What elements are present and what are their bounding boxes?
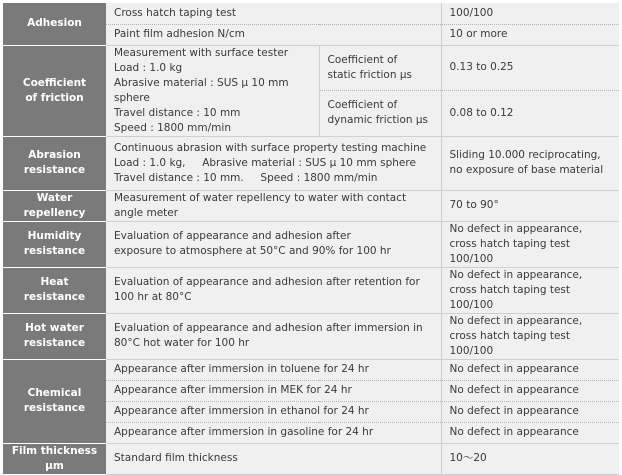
test-line: Evaluation of appearance and adhesion after bbox=[114, 230, 351, 242]
category-line: resistance bbox=[23, 291, 86, 303]
test-cell: Appearance after immersion in ethanol for 24 hr bbox=[106, 401, 441, 422]
result-line: cross hatch taping test 100/100 bbox=[449, 283, 570, 311]
test-line: 80°C hot water for 100 hr bbox=[114, 337, 250, 349]
test-line: Continuous abrasion with surface property testing machine bbox=[114, 141, 427, 154]
test-line: Evaluation of appearance and adhesion after retention for bbox=[114, 276, 420, 288]
category-heat bbox=[3, 267, 106, 313]
sub-label-line: Coefficient of bbox=[327, 99, 398, 112]
table-row bbox=[3, 359, 619, 380]
category-humidity bbox=[3, 221, 106, 267]
test-line: Load : 1.0 kg, Abrasive material : SUS μ 10 mm sphere bbox=[114, 156, 416, 169]
test-cell: Appearance after immersion in toluene for 24 hr bbox=[106, 359, 441, 380]
table-row bbox=[3, 136, 619, 190]
table-row bbox=[3, 190, 619, 221]
result-cell: 10～20 bbox=[441, 443, 619, 474]
category-hot-water bbox=[3, 313, 106, 359]
static-friction-label bbox=[319, 45, 441, 91]
sub-label-line: Coefficient of bbox=[327, 53, 398, 66]
result-cell: 10 or more bbox=[441, 24, 619, 45]
spec-table bbox=[3, 3, 619, 475]
result-line: no exposure of base material bbox=[449, 164, 604, 176]
table-row bbox=[3, 443, 619, 474]
table-row bbox=[3, 221, 619, 267]
test-line: exposure to atmosphere at 50°C and 90% for 100 hr bbox=[114, 245, 391, 257]
test-cell: Measurement of water repellency to water with contact angle meter bbox=[106, 190, 441, 221]
result-line: No defect in appearance, bbox=[449, 222, 583, 235]
test-line: Travel distance : 10 mm bbox=[114, 106, 241, 119]
test-line: 100 hr at 80°C bbox=[114, 291, 192, 303]
category-line: Hot water bbox=[25, 322, 84, 334]
test-line: Measurement with surface tester bbox=[114, 46, 289, 59]
result-cell: No defect in appearance bbox=[441, 401, 619, 422]
result-cell: No defect in appearance bbox=[441, 380, 619, 401]
result-line: cross hatch taping test 100/100 bbox=[449, 237, 570, 265]
table-row bbox=[3, 267, 619, 313]
table-row bbox=[3, 3, 619, 24]
result-cell: 0.08 to 0.12 bbox=[441, 91, 619, 137]
test-cell bbox=[106, 136, 441, 190]
result-line: cross hatch taping test 100/100 bbox=[449, 329, 570, 357]
category-abrasion bbox=[3, 136, 106, 190]
test-line: Load : 1.0 kg bbox=[114, 61, 183, 74]
category-adhesion: Adhesion bbox=[3, 3, 106, 45]
category-line: Coefficient bbox=[22, 76, 87, 89]
category-film-thickness: Film thickness μm bbox=[3, 443, 106, 474]
result-cell: 100/100 bbox=[441, 3, 619, 24]
result-line: No defect in appearance, bbox=[449, 314, 583, 327]
category-line: resistance bbox=[23, 402, 86, 414]
category-line: resistance bbox=[23, 337, 86, 349]
table-row bbox=[3, 313, 619, 359]
category-line: Chemical bbox=[27, 387, 82, 399]
test-cell bbox=[106, 267, 441, 313]
table-row bbox=[3, 45, 619, 91]
result-cell bbox=[441, 136, 619, 190]
test-cell: Standard film thickness bbox=[106, 443, 441, 474]
test-cell: Paint film adhesion N/cm bbox=[106, 24, 441, 45]
friction-test-cell bbox=[106, 45, 319, 136]
category-line: Abrasion bbox=[28, 149, 81, 161]
category-line: Heat bbox=[40, 276, 69, 288]
category-line: Humidity bbox=[27, 230, 82, 242]
category-line: resistance bbox=[23, 164, 86, 176]
result-cell bbox=[441, 313, 619, 359]
category-line: of friction bbox=[25, 91, 84, 104]
result-cell bbox=[441, 267, 619, 313]
result-cell: 0.13 to 0.25 bbox=[441, 45, 619, 91]
sub-label-line: dynamic friction μs bbox=[327, 114, 429, 127]
test-cell: Appearance after immersion in MEK for 24 hr bbox=[106, 380, 441, 401]
test-line: Speed : 1800 mm/min bbox=[114, 121, 231, 134]
test-line: Evaluation of appearance and adhesion after immersion in bbox=[114, 322, 423, 334]
result-cell: 70 to 90° bbox=[441, 190, 619, 221]
test-line: Abrasive material : SUS μ 10 mm sphere bbox=[114, 76, 289, 104]
result-cell bbox=[441, 221, 619, 267]
dynamic-friction-label bbox=[319, 91, 441, 137]
test-cell: Appearance after immersion in gasoline for 24 hr bbox=[106, 422, 441, 443]
test-cell bbox=[106, 221, 441, 267]
category-water-repellency: Water repellency bbox=[3, 190, 106, 221]
sub-label-line: static friction μs bbox=[327, 68, 412, 81]
test-cell bbox=[106, 313, 441, 359]
result-cell: No defect in appearance bbox=[441, 359, 619, 380]
category-friction bbox=[3, 45, 106, 136]
result-cell: No defect in appearance bbox=[441, 422, 619, 443]
result-line: Sliding 10.000 reciprocating, bbox=[449, 149, 601, 161]
category-chemical bbox=[3, 359, 106, 443]
test-line: Travel distance : 10 mm. Speed : 1800 mm/min bbox=[114, 171, 378, 184]
result-line: No defect in appearance, bbox=[449, 268, 583, 281]
category-line: resistance bbox=[23, 245, 86, 257]
test-cell: Cross hatch taping test bbox=[106, 3, 441, 24]
